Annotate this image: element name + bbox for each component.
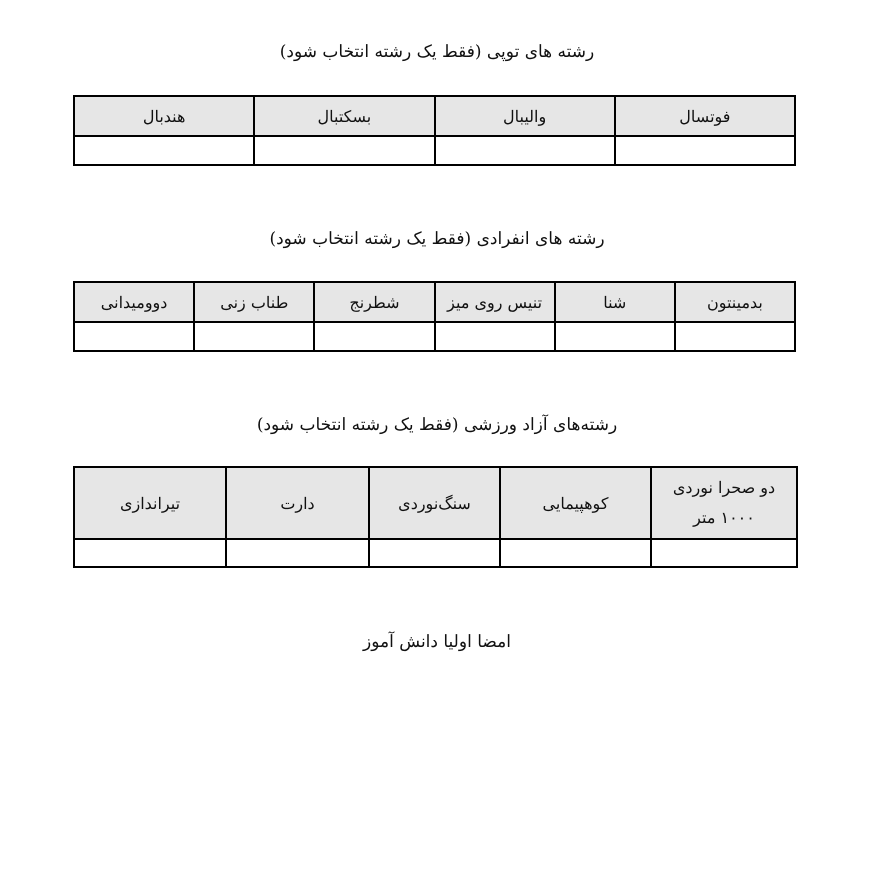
ball-sports-table [73,95,796,166]
column-darts: دارت [226,467,369,539]
column-swimming: شنا [555,282,675,322]
cross-country-label: دو صحرا نوردی [672,478,776,497]
column-cross-country [651,467,797,539]
select-cell-basketball[interactable] [254,136,434,165]
column-chess: شطرنج [314,282,434,322]
individual-sports-heading: رشته های انفرادی (فقط یک رشته انتخاب شود) [269,229,605,249]
select-cell-athletics[interactable] [74,322,194,351]
selection-row [74,322,795,351]
cross-country-distance: ۱۰۰۰ متر [693,508,755,527]
select-cell-swimming[interactable] [555,322,675,351]
column-hiking: کوهپیمایی [500,467,651,539]
table-header-row [74,467,797,539]
column-badminton: بدمینتون [675,282,795,322]
column-athletics: دوومیدانی [74,282,194,322]
select-cell-chess[interactable] [314,322,434,351]
column-volleyball: والیبال [435,96,615,136]
column-table-tennis: تنیس روی میز [435,282,555,322]
select-cell-hiking[interactable] [500,539,651,567]
table-header-row [74,282,795,322]
select-cell-handball[interactable] [74,136,254,165]
free-sports-table [73,466,798,568]
column-handball: هندبال [74,96,254,136]
select-cell-rock-climbing[interactable] [369,539,500,567]
parent-signature-label: امضا اولیا دانش آموز [363,632,511,652]
select-cell-archery[interactable] [74,539,226,567]
column-basketball: بسکتبال [254,96,434,136]
select-cell-darts[interactable] [226,539,369,567]
select-cell-table-tennis[interactable] [435,322,555,351]
column-rope-jumping: طناب زنی [194,282,314,322]
column-futsal: فوتسال [615,96,795,136]
free-sports-heading: رشته‌های آزاد ورزشی (فقط یک رشته انتخاب شود) [256,415,618,435]
ball-sports-heading: رشته های توپی (فقط یک رشته انتخاب شود) [279,42,595,62]
column-archery: تیراندازی [74,467,226,539]
selection-row [74,539,797,567]
individual-sports-table [73,281,796,352]
select-cell-cross-country[interactable] [651,539,797,567]
select-cell-volleyball[interactable] [435,136,615,165]
selection-row [74,136,795,165]
select-cell-futsal[interactable] [615,136,795,165]
select-cell-rope-jumping[interactable] [194,322,314,351]
table-header-row [74,96,795,136]
column-rock-climbing: سنگ‌نوردی [369,467,500,539]
select-cell-badminton[interactable] [675,322,795,351]
